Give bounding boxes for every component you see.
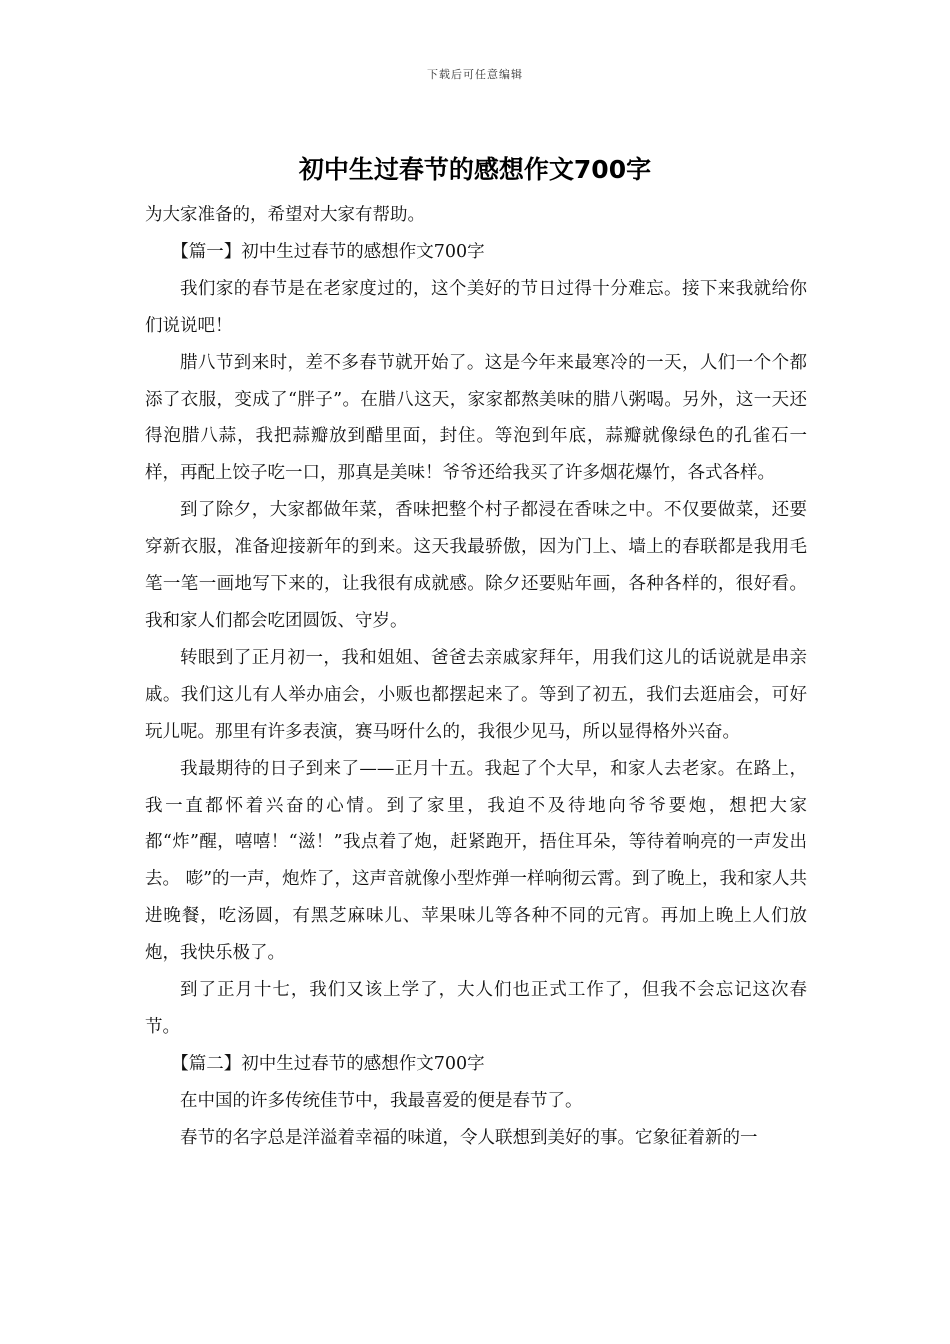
body-paragraph: 我最期待的日子到来了——正月十五。我起了个大早，和家人去老家。在路上，我一直都怀着兴奋的心情。到了家里，我迫不及待地向爷爷要炮，想把大家都“炸”醒，嘻嘻！“滋！”我点着了炮，赶紧跑开，捂住耳朵，等待着响亮的一声发出去。 嘭”的一声，炮炸了，这声音就像小型炸弹一样响彻云霄。到了晚上，我和家人共进晚餐，吃汤圆，有黑芝麻味儿、苹果味儿等各种不同的元宵。再加上晚上人们放炮，我快乐极了。 <box>145 758 808 964</box>
body-paragraph: 到了正月十七，我们又该上学了，大人们也正式工作了，但我不会忘记这次春节。 <box>145 980 807 1037</box>
body-paragraph: 我们家的春节是在老家度过的，这个美好的节日过得十分难忘。接下来我就给你们说说吧！ <box>145 278 807 336</box>
intro-paragraph: 为大家准备的，希望对大家有帮助。 <box>145 205 425 225</box>
header-note: 下载后可任意编辑 <box>427 68 523 81</box>
body-paragraph: 春节的名字总是洋溢着幸福的味道，令人联想到美好的事。它象征着新的一 <box>180 1127 758 1148</box>
body-paragraph: 在中国的许多传统佳节中，我最喜爱的便是春节了。 <box>180 1090 583 1111</box>
section-heading: 【篇二】初中生过春节的感想作文700字 <box>171 1053 485 1074</box>
section-heading: 【篇一】初中生过春节的感想作文700字 <box>171 241 485 262</box>
document-body <box>145 197 807 1157</box>
body-paragraph: 到了除夕，大家都做年菜，香味把整个村子都浸在香味之中。不仅要做菜，还要穿新衣服，准备迎接新年的到来。这天我最骄傲，因为门上、墙上的春联都是我用毛笔一笔一画地写下来的，让我很有成就感。除夕还要贴年画，各种各样的，很好看。我和家人们都会吃团圆饭、守岁。 <box>145 500 807 631</box>
body-paragraph: 腊八节到来时，差不多春节就开始了。这是今年来最寒冷的一天，人们一个个都添了衣服，变成了“胖子”。在腊八这天，家家都熬美味的腊八粥喝。另外，这一天还得泡腊八蒜，我把蒜瓣放到醋里面，封住。等泡到年底，蒜瓣就像绿色的孔雀石一样，再配上饺子吃一口，那真是美味！爷爷还给我买了许多烟花爆竹，各式各样。 <box>145 352 807 484</box>
document-title: 初中生过春节的感想作文700字 <box>298 155 652 184</box>
body-paragraph: 转眼到了正月初一，我和姐姐、爸爸去亲戚家拜年，用我们这儿的话说就是串亲戚。我们这儿有人举办庙会，小贩也都摆起来了。等到了初五，我们去逛庙会，可好玩儿呢。那里有许多表演，赛马呀什么的，我很少见马，所以显得格外兴奋。 <box>145 647 807 742</box>
